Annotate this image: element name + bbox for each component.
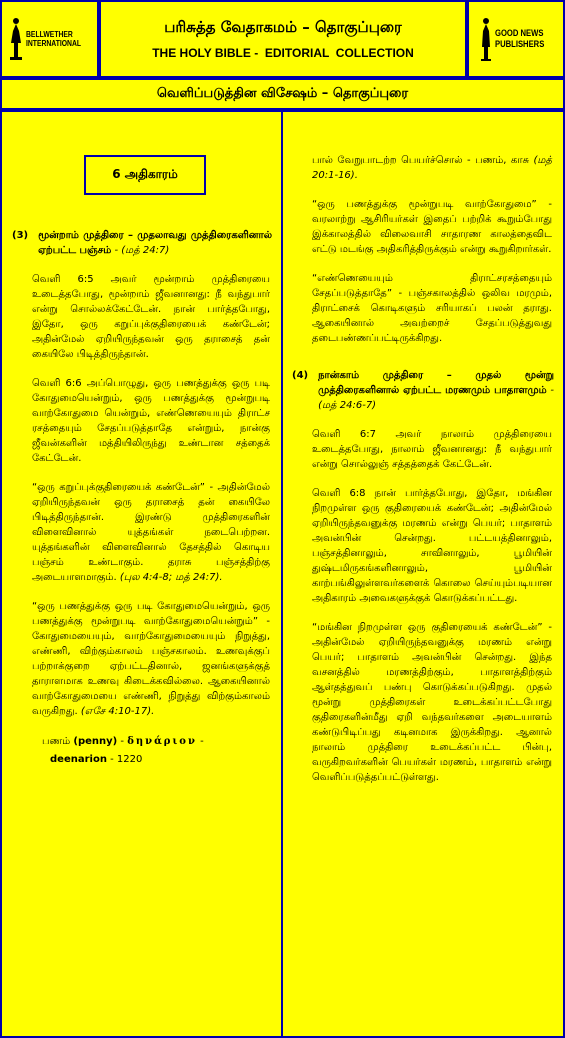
verse-6-5: வெளி 6:5 அவர் மூன்றாம் முத்திரையை உடைத்தபோது, மூன்றாம் ஜீவனானது: நீ வந்துபார் என்று சொல்லக்கேட்டேன். நான் பார்த்தபோது, இதோ, ஒரு கறுப்புக்குதிரையைக் கண்டேன்; அதின்மேல் ஏறியிருந்தவன் ஒரு தராசைத் தன் கையிலே பிடித்திருந்தான்.: [32, 274, 270, 360]
logo-line-2: PUBLISHERS: [494, 39, 545, 49]
section-heading-4: [292, 368, 554, 413]
word-greek: δηνάριον: [127, 736, 197, 747]
dash: -: [117, 736, 128, 747]
logo-line-1: GOOD NEWS: [494, 28, 544, 38]
chapter-label: 6 அதிகாரம்: [112, 167, 178, 181]
chapter-heading: [84, 155, 206, 195]
section-title: [38, 228, 272, 258]
commentary-barley: “ஒரு பணத்துக்கு மூன்றுபடி வாற்கோதுமை” - வரலாற்று ஆசிரியர்கள் இதைப் பற்றிக் கூறும்போது இக்காலத்தில் விலைவாசி சாதாரண காலத்தைவிட எட்டு மடங்கு அதிகரித்திருக்கும் என்று கூறுகிறார்கள்.: [312, 199, 552, 255]
word-english: (penny): [73, 736, 118, 747]
bellwether-logo: [0, 0, 99, 78]
good-news-logo: [467, 0, 565, 78]
bellwether-figure-icon: [8, 17, 24, 61]
good-news-logo-text: [495, 28, 544, 50]
dash: -: [196, 736, 204, 747]
strongs-number: - 1220: [106, 754, 143, 765]
commentary-pale-horse: “மங்கின நிறமுள்ள ஒரு குதிரையைக் கண்டேன்” - அதின்மேல் ஏறியிருந்தவனுக்கு மரணம் என்று பெயர்; பாதாளம் அவன்பின் சென்றது. இந்த வசனத்தில் மரணத்திற்கும், பாதாளத்திற்கும் ஆள்தத்துவப் பண்பு கொடுக்கப்படுகிறது. முதல் மூன்று முத்திரைகள் உடைக்கப்பட்டபோது குதிரைகளின்மீது ஏறி வந்தவர்களை அடையாளம் கண்டுபிடிப்பது கடினமாக இருக்கிறது. ஆனால் நாலாம் முத்திரை உடைக்கப்பட்ட பின்பு, வருகிறவர்களின் பெயர்கள் மரணம், பாதாளம் என்று வெளிப்படுத்தப்பட்டுள்ளது.: [312, 622, 552, 783]
verse-6-8: வெளி 6:8 நான் பார்த்தபோது, இதோ, மங்கின நிறமுள்ள ஒரு குதிரையைக் கண்டேன்; அதின்மேல் ஏறியிருந்தவனுக்கு மரணம் என்று பெயர்; பாதாளம் அவன்பின் சென்றது. பட்டயத்தினாலும், பஞ்சத்தினாலும், சாவினாலும், பூமியின் துஷ்டமிருகங்களினாலும், பூமியின் காற்பங்கிலுள்ளவர்களைக் கொலை செய்யும்படியான அதிகாரம் அவைகளுக்குக் கொடுக்கப்பட்டது.: [312, 488, 552, 604]
verse-6-7: வெளி 6:7 அவர் நாலாம் முத்திரையை உடைத்தபோது, நாலாம் ஜீவனானது: நீ வந்துபார் என்று சொல்லுஞ் சத்தத்தைக் கேட்டேன்.: [312, 429, 552, 470]
section-reference: - (மத் 24:6-7): [318, 385, 554, 411]
title-english: THE HOLY BIBLE - EDITORIAL COLLECTION: [152, 46, 414, 60]
definition-text: பால் வேறுபாடற்ற பெயர்ச்சொல் - பணம், காசு: [312, 155, 530, 166]
right-column: [292, 153, 554, 799]
logo-line-2: INTERNATIONAL: [26, 39, 82, 48]
word-tamil: பணம்: [42, 736, 74, 747]
subtitle-bar: [0, 78, 565, 110]
word-definition-continued: [292, 153, 554, 183]
trumpeter-figure-icon: [479, 17, 493, 61]
subtitle: வெளிப்படுத்தின விசேஷம் – தொகுப்புரை: [156, 86, 409, 101]
section-number: (4): [292, 370, 309, 381]
definition-reference: (மத் 20:1-16).: [312, 155, 552, 181]
title-tamil: பரிசுத்த வேதாகமம் – தொகுப்புரை: [164, 18, 402, 36]
section-title: [318, 368, 554, 413]
commentary-oil-wine: “எண்ணெயையும் திராட்சரசத்தையும் சேதப்படுத்தாதே” - பஞ்சகாலத்தில் ஒலிவ மரமும், திராட்சைக் கொடிகளும் சரியாகப் பலன் தராது. ஆகையினால் அவற்றைச் சேதப்படுத்துவது தடைபண்ணப்பட்டிருக்கிறது.: [312, 273, 552, 344]
word-transliteration: deenarion: [50, 754, 107, 765]
commentary-text: “ஒரு பணத்துக்கு ஒரு படி கோதுமையென்றும், ஒரு பணத்துக்கு மூன்றுபடி வாற்கோதுமையென்றும்” - கோதுமையையும், வாற்கோதுமையையும் நிறுத்து, எண்ணி, விற்கும்காலம் பஞ்சகாலம். உணவுக்குப் பற்றாக்குறை ஏற்பட்டதினால், ஜனங்களுக்குத் தாராளமாக உணவு கிடைக்கவில்லை. ஆகையினால் வாற்கோதுமையை எண்ணி, நிறுத்து விற்கும்காலம் வருகிறது.: [32, 601, 270, 717]
verse-6-6: வெளி 6:6 அப்பொழுது, ஒரு பணத்துக்கு ஒரு படி கோதுமையென்றும், ஒரு பணத்துக்கு மூன்றுபடி வாற்கோதுமை யென்றும், எண்ணெயையும் திராட்ச ரசத்தையும் சேதப்படுத்தாதே என்றும், நான்கு ஜீவன்களின் மத்தியிலிருந்து உண்டான சத்தைக் கேட்டேன்.: [32, 378, 270, 464]
commentary-text: “ஒரு கறுப்புக்குதிரையைக் கண்டேன்” - அதின்மேல் ஏறியிருந்தவன் ஒரு தராசைத் தன் கையிலே பிடித்திருந்தான். இரண்டு முத்திரைகளின் விளைவினால் யுத்தங்கள் நடைபெற்றன. யுத்தங்களின் விளைவினால் தேசத்தில் கொடிய பஞ்சம் உண்டாகும். தராசு பஞ்சத்திற்கு அடையாளமாகும்.: [32, 482, 270, 583]
commentary-black-horse: [12, 480, 272, 585]
bellwether-logo-text: [26, 30, 81, 48]
header-title-box: [99, 0, 467, 78]
logo-line-1: BELLWETHER: [26, 30, 73, 39]
section-number: (3): [12, 230, 29, 241]
left-column: [12, 228, 272, 783]
commentary-measure: [12, 599, 272, 719]
section-reference: - (மத் 24:7): [111, 245, 170, 256]
commentary-reference: (புல 4:4-8; மத் 24:7).: [116, 572, 223, 583]
section-title-bold: மூன்றாம் முத்திரை – முதலாவது முத்திரைகளினால் ஏற்பட்ட பஞ்சம்: [38, 230, 272, 256]
section-title-bold: நான்காம் முத்திரை – முதல் மூன்று முத்திரைகளினால் ஏற்பட்ட மரணமும் பாதாளமும்: [318, 370, 554, 396]
section-heading-3: [12, 228, 272, 258]
commentary-reference: (எசே 4:10-17).: [77, 706, 155, 717]
word-study: [12, 733, 272, 769]
